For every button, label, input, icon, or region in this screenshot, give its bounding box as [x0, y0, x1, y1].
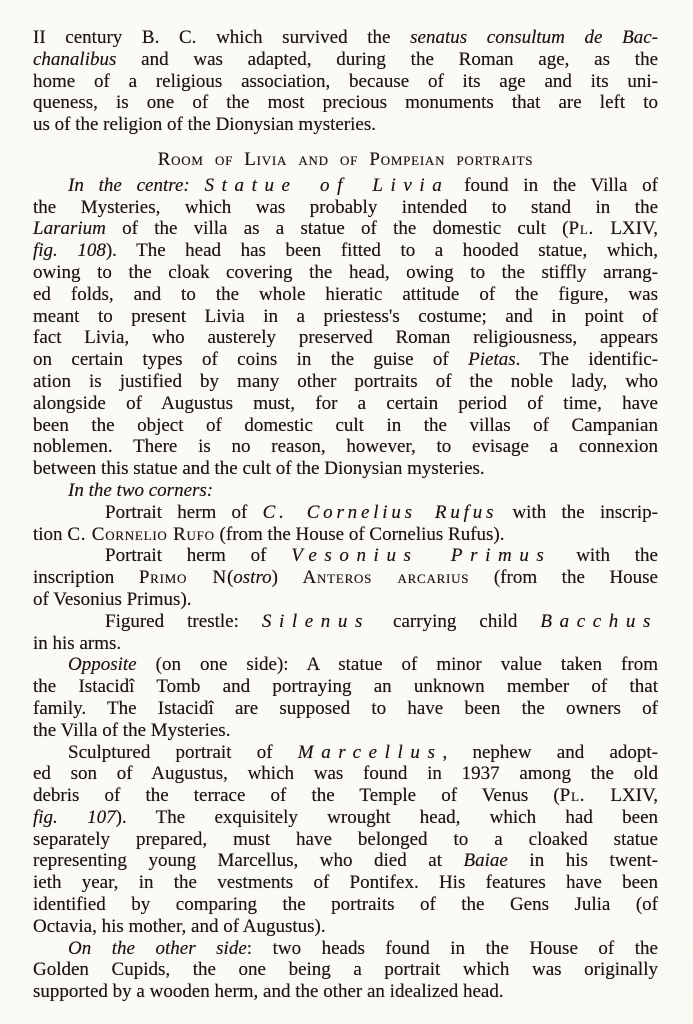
text-line [33, 240, 658, 262]
text-run: carrying child [370, 610, 541, 632]
text-run: fig. 107 [33, 806, 116, 828]
text-run: ). The exquisitely wrought head, which had been [115, 806, 658, 828]
text-run: C. Cornelius Rufus [262, 501, 498, 523]
text-run: with the [551, 545, 658, 567]
text-run: on certain types of coins in the guise of [33, 349, 469, 371]
text-run: representing young Marcellus, who died at [33, 850, 464, 872]
text-run: ( [226, 567, 234, 589]
text-run: meant to present Livia in a priestess's costume; and in point of [33, 305, 658, 327]
text-line [33, 567, 658, 589]
text-line [33, 71, 658, 93]
text-line [33, 524, 658, 546]
text-run: between this statue and the cult of the Dionysian mysteries. [33, 458, 485, 480]
text-run: tion [33, 523, 68, 545]
text-run: (from the House of Cornelius Rufus). [214, 523, 505, 545]
text-line [33, 850, 658, 872]
text-line [33, 480, 658, 502]
text-line [33, 327, 658, 349]
text-run: ed son of Augustus, which was found in 1937 among the old [33, 763, 658, 785]
text-run: Marcellus [297, 741, 443, 763]
text-line [33, 785, 658, 807]
text-run: ed folds, and to the whole hieratic attitude of the figure, was [33, 283, 658, 305]
text-line [33, 349, 658, 371]
text-line [33, 894, 658, 916]
text-run: (on one side): A statue of minor value taken from [136, 654, 658, 676]
text-run: Portrait herm of [105, 545, 292, 567]
text-line [33, 611, 658, 633]
text-run: , nephew and adopt- [442, 741, 658, 763]
text-line [33, 959, 658, 981]
text-run: found in the Villa of [449, 174, 658, 196]
paragraph [33, 545, 658, 610]
paragraph [33, 27, 658, 136]
text-run: identified by comparing the portraits of the Gens Julia (of [33, 894, 658, 916]
text-line [33, 49, 658, 71]
text-line [33, 27, 658, 49]
text-line [33, 197, 658, 219]
text-run: Lararium [33, 218, 106, 240]
text-line [33, 938, 658, 960]
text-run: Anteros arcarius [302, 567, 470, 589]
text-run: inscription [33, 567, 139, 589]
text-run: ieth year, in the vestments of Pontifex. His features have been [33, 872, 658, 894]
text-run: of Vesonius Primus). [33, 588, 192, 610]
text-run: ostro [233, 567, 272, 589]
text-run: fact Livia, who austerely preserved Roman religiousness, appears [33, 327, 658, 349]
text-run: senatus consultum de Bac- [410, 27, 658, 48]
text-run: the Villa of the Mysteries. [33, 719, 231, 741]
paragraph [33, 175, 658, 480]
text-line [33, 262, 658, 284]
text-run: Figured trestle: [105, 610, 262, 632]
text-run: debris of the terrace of the Temple of Venus ( [33, 785, 560, 807]
text-run: Baiae [463, 850, 508, 872]
text-line [33, 829, 658, 851]
text-run: queness, is one of the most precious monuments that are left to [33, 92, 658, 114]
text-line [33, 981, 658, 1003]
text-run: Primo N [138, 567, 227, 589]
text-line [33, 742, 658, 764]
text-run: and was adapted, during the Roman age, as the [116, 48, 658, 70]
text-line [33, 633, 658, 655]
text-run: in his arms. [33, 632, 122, 654]
text-line [33, 589, 658, 611]
text-run: fig. 108 [33, 240, 106, 262]
text-run: separately prepared, must have belonged to a cloaked statue [33, 828, 658, 850]
text-run: LXIV, [585, 785, 658, 807]
text-line [33, 916, 658, 938]
text-run: On the other side [68, 937, 247, 959]
text-run: Statue of Livia [204, 174, 450, 196]
text-run: Portrait herm of [105, 501, 263, 523]
text-line [33, 458, 658, 480]
text-run: supported by a wooden herm, and the other an idealized head. [33, 981, 504, 1003]
text-line [33, 545, 658, 567]
text-line [33, 763, 658, 785]
text-run: with the inscrip- [497, 501, 659, 523]
paragraph [33, 611, 658, 655]
paragraph [33, 938, 658, 1003]
text-run: Pl. [559, 785, 586, 807]
text-run: Octavia, his mother, and of Augustus). [33, 915, 326, 937]
paragraph [33, 742, 658, 938]
text-run: in his twent- [507, 850, 658, 872]
text-line [33, 371, 658, 393]
text-line [33, 306, 658, 328]
text-run: noblemen. There is no reason, however, to evisage a connexion [33, 436, 658, 458]
text-run: Pl. [568, 218, 595, 240]
text-run: been the object of domestic cult in the villas of Campanian [33, 414, 658, 436]
text-run: In the two corners: [68, 479, 214, 501]
text-run: In the centre: [68, 174, 205, 196]
text-run: home of a religious association, because of its age and its uni- [33, 70, 658, 92]
text-line [33, 175, 658, 197]
text-run: Golden Cupids, the one being a portrait which was originally [33, 959, 658, 981]
text-line [33, 284, 658, 306]
text-line [33, 676, 658, 698]
text-run: family. The Istacidî are supposed to have been the owners of [33, 697, 658, 719]
text-line [33, 436, 658, 458]
text-run: C. Cornelio Rufo [67, 523, 215, 545]
text-run: the Istacidî Tomb and portraying an unknown member of that [33, 676, 658, 698]
text-run: Room of Livia and of Pompeian portraits [157, 148, 534, 170]
text-run: chanalibus [33, 48, 117, 70]
paragraph [33, 480, 658, 502]
text-run: Vesonius Primus [291, 545, 552, 567]
text-run: II century B. C. which survived the [33, 27, 411, 48]
text-run: Sculptured portrait of [68, 741, 298, 763]
text-run: Pietas [468, 349, 516, 371]
text-run: Bacchus [540, 610, 658, 632]
paragraph [33, 654, 658, 741]
text-run: ation is justified by many other portraits of the noble lady, who [33, 370, 658, 392]
text-run: the Mysteries, which was probably intended to stand in the [33, 196, 658, 218]
text-line [33, 872, 658, 894]
paragraph [33, 502, 658, 546]
text-run: : two heads found in the House of the [246, 937, 658, 959]
text-run: of the villa as a statue of the domestic cult ( [105, 218, 569, 240]
text-line [33, 393, 658, 415]
text-line [33, 502, 658, 524]
page-text [33, 27, 658, 1003]
text-run: Silenus [261, 610, 370, 632]
text-line [33, 654, 658, 676]
text-run: Opposite [68, 654, 137, 676]
text-run: us of the religion of the Dionysian mysteries. [33, 114, 376, 136]
text-run: owing to the cloak covering the head, owing to the stiffly arrang- [33, 261, 658, 283]
text-run: . The identific- [515, 349, 658, 371]
text-run: LXIV, [594, 218, 658, 240]
text-line [33, 92, 658, 114]
text-line [33, 720, 658, 742]
text-line [33, 415, 658, 437]
text-run: alongside of Augustus must, for a certain period of time, have [33, 392, 658, 414]
text-run: (from the House [469, 567, 658, 589]
text-line [33, 698, 658, 720]
section-heading [33, 149, 658, 171]
text-line [33, 218, 658, 240]
text-line [33, 807, 658, 829]
text-line [33, 114, 658, 136]
text-run: ) [271, 567, 303, 589]
text-run: ). The head has been fitted to a hooded statue, which, [105, 240, 658, 262]
